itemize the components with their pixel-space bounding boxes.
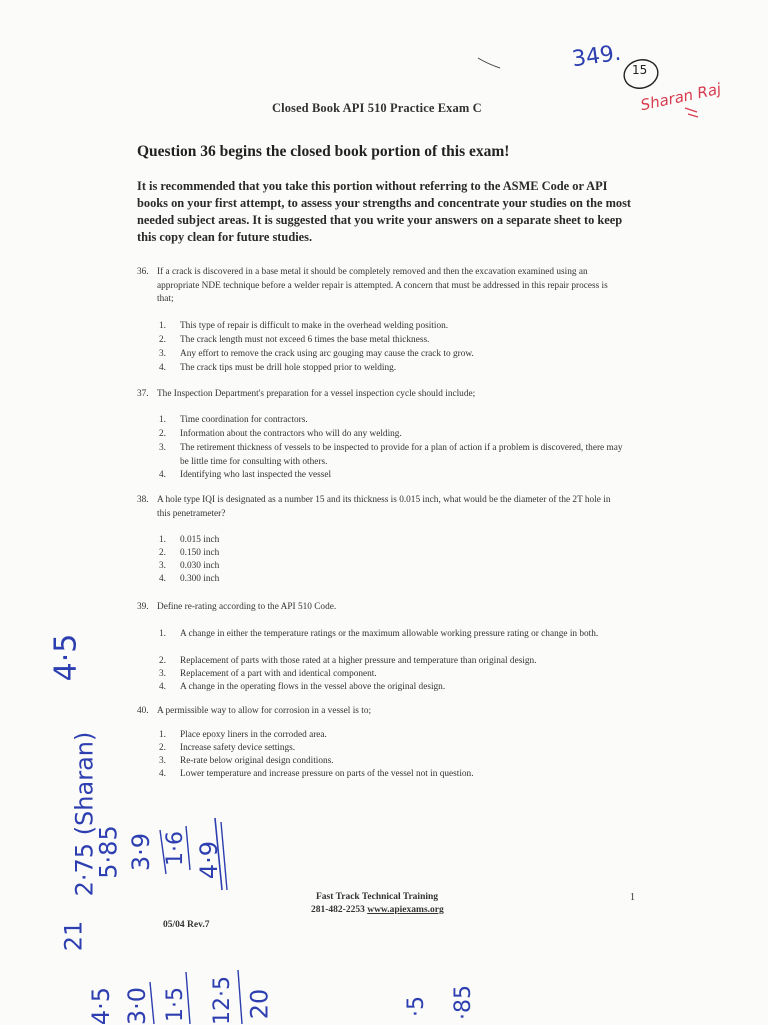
- question-number: 40.: [137, 706, 149, 716]
- option-text: The crack tips must be drill hole stopped prior to welding.: [180, 363, 397, 373]
- option-number: 4.: [159, 363, 166, 373]
- handwritten-bottom-3: 1·5: [163, 987, 188, 1022]
- question-text: The Inspection Department's preparation for a vessel inspection cycle should include;: [157, 389, 476, 399]
- tally-line: [238, 970, 242, 1024]
- option-number: 1.: [159, 730, 166, 740]
- option-number: 2.: [159, 656, 166, 666]
- option-number: 4.: [159, 574, 166, 584]
- handwritten-score: 349.: [570, 40, 623, 73]
- option-number: 4.: [159, 682, 166, 692]
- option-number: 2.: [159, 429, 166, 439]
- question-number: 38.: [137, 495, 149, 505]
- handwritten-column-2: 5·85: [94, 825, 123, 879]
- option-number: 3.: [159, 756, 166, 766]
- section-headline: Question 36 begins the closed book portion of this exam!: [137, 143, 510, 160]
- option-number: 2.: [159, 335, 166, 345]
- option-number: 1.: [159, 415, 166, 425]
- option-number: 4.: [159, 769, 166, 779]
- option-text: Replacement of parts with those rated at a higher pressure and temperature than original design.: [180, 656, 537, 666]
- handwritten-21: 21: [59, 920, 88, 952]
- option-number: 2.: [159, 743, 166, 753]
- option-text: The retirement thickness of vessels to be inspected to provide for a plan of action if a problem is discovered, there may be little time for consulting with others.: [180, 443, 623, 467]
- option-number: 1.: [159, 321, 166, 331]
- handwritten-column-3: 3·9: [127, 832, 156, 872]
- option-number: 1.: [159, 535, 166, 545]
- option-text: A change in either the temperature ratings or the maximum allowable working pressure rating or change in both.: [180, 629, 599, 639]
- option-text: Place epoxy liners in the corroded area.: [180, 730, 327, 740]
- circled-number: 15: [632, 63, 648, 77]
- handwritten-bottom-2: 3·0: [123, 986, 152, 1025]
- option-number: 2.: [159, 548, 166, 558]
- option-text: Any effort to remove the crack using arc gouging may cause the crack to grow.: [180, 349, 474, 359]
- document-title: Closed Book API 510 Practice Exam C: [272, 101, 482, 115]
- option-number: 1.: [159, 629, 166, 639]
- handwritten-column-4: 1·6: [163, 831, 188, 866]
- option-text: A change in the operating flows in the vessel above the original design.: [180, 682, 446, 692]
- handwritten-bottom-1: 4·5: [87, 986, 116, 1025]
- option-text: Information about the contractors who will do any welding.: [180, 429, 402, 439]
- option-number: 3.: [159, 561, 166, 571]
- option-text: Identifying who last inspected the vessel: [180, 470, 332, 480]
- question-number: 39.: [137, 602, 149, 612]
- option-text: Increase safety device settings.: [180, 743, 296, 753]
- page-number: 1: [630, 892, 635, 903]
- option-number: 4.: [159, 470, 166, 480]
- option-number: 3.: [159, 349, 166, 359]
- handwritten-column-5: 4·9: [195, 840, 224, 880]
- question-number: 36.: [137, 267, 149, 277]
- option-number: 3.: [159, 669, 166, 679]
- question-text: Define re-rating according to the API 510 Code.: [157, 602, 337, 612]
- option-text: 0.150 inch: [180, 548, 220, 558]
- question-text: If a crack is discovered in a base metal it should be completely removed and then the excavation examined using an appropriate NDE technique before a welder repair is attempted. A concern that must be addressed in this repair process is that;: [157, 267, 608, 304]
- handwritten-bottom-7: ·85: [451, 985, 476, 1020]
- option-text: This type of repair is difficult to make in the overhead welding position.: [180, 321, 449, 331]
- option-text: Replacement of a part with and identical component.: [180, 669, 377, 679]
- handwritten-bottom-4: 12·5: [209, 976, 235, 1025]
- handwritten-column-1: 2·75 (Sharan): [70, 731, 99, 897]
- option-text: 0.030 inch: [180, 561, 220, 571]
- pen-stroke: [478, 58, 500, 68]
- question-text: A hole type IQI is designated as a number 15 and its thickness is 0.015 inch, what would be the diameter of the 2T hole in this penetrameter?: [157, 495, 611, 519]
- handwritten-bottom-5: 20: [245, 988, 274, 1020]
- option-text: 0.015 inch: [180, 535, 220, 545]
- signature-underline: [685, 108, 698, 117]
- intro-paragraph: It is recommended that you take this portion without referring to the ASME Code or API books on your first attempt, to assess your strengths and concentrate your studies on the most needed subject areas. It is suggested that you write your answers on a separate sheet to keep this copy clean for future studies.: [137, 179, 632, 244]
- handwritten-signature: Sharan Raj: [639, 79, 723, 115]
- option-text: The crack length must not exceed 6 times the base metal thickness.: [180, 335, 430, 345]
- option-text: 0.300 inch: [180, 574, 220, 584]
- question-number: 37.: [137, 389, 149, 399]
- footer-organization: Fast Track Technical Training: [316, 892, 439, 902]
- option-text: Time coordination for contractors.: [180, 415, 308, 425]
- footer-revision: 05/04 Rev.7: [163, 920, 210, 930]
- footer-website[interactable]: www.apiexams.org: [367, 905, 444, 915]
- footer-phone: 281-482-2253: [311, 905, 365, 915]
- handwritten-bottom-6: ·5: [404, 996, 429, 1017]
- option-text: Re-rate below original design conditions.: [180, 756, 334, 766]
- option-number: 3.: [159, 443, 166, 453]
- question-text: A permissible way to allow for corrosion in a vessel is to;: [157, 706, 372, 716]
- option-text: Lower temperature and increase pressure on parts of the vessel not in question.: [180, 769, 474, 779]
- handwritten-left-score: 4·5: [48, 633, 84, 682]
